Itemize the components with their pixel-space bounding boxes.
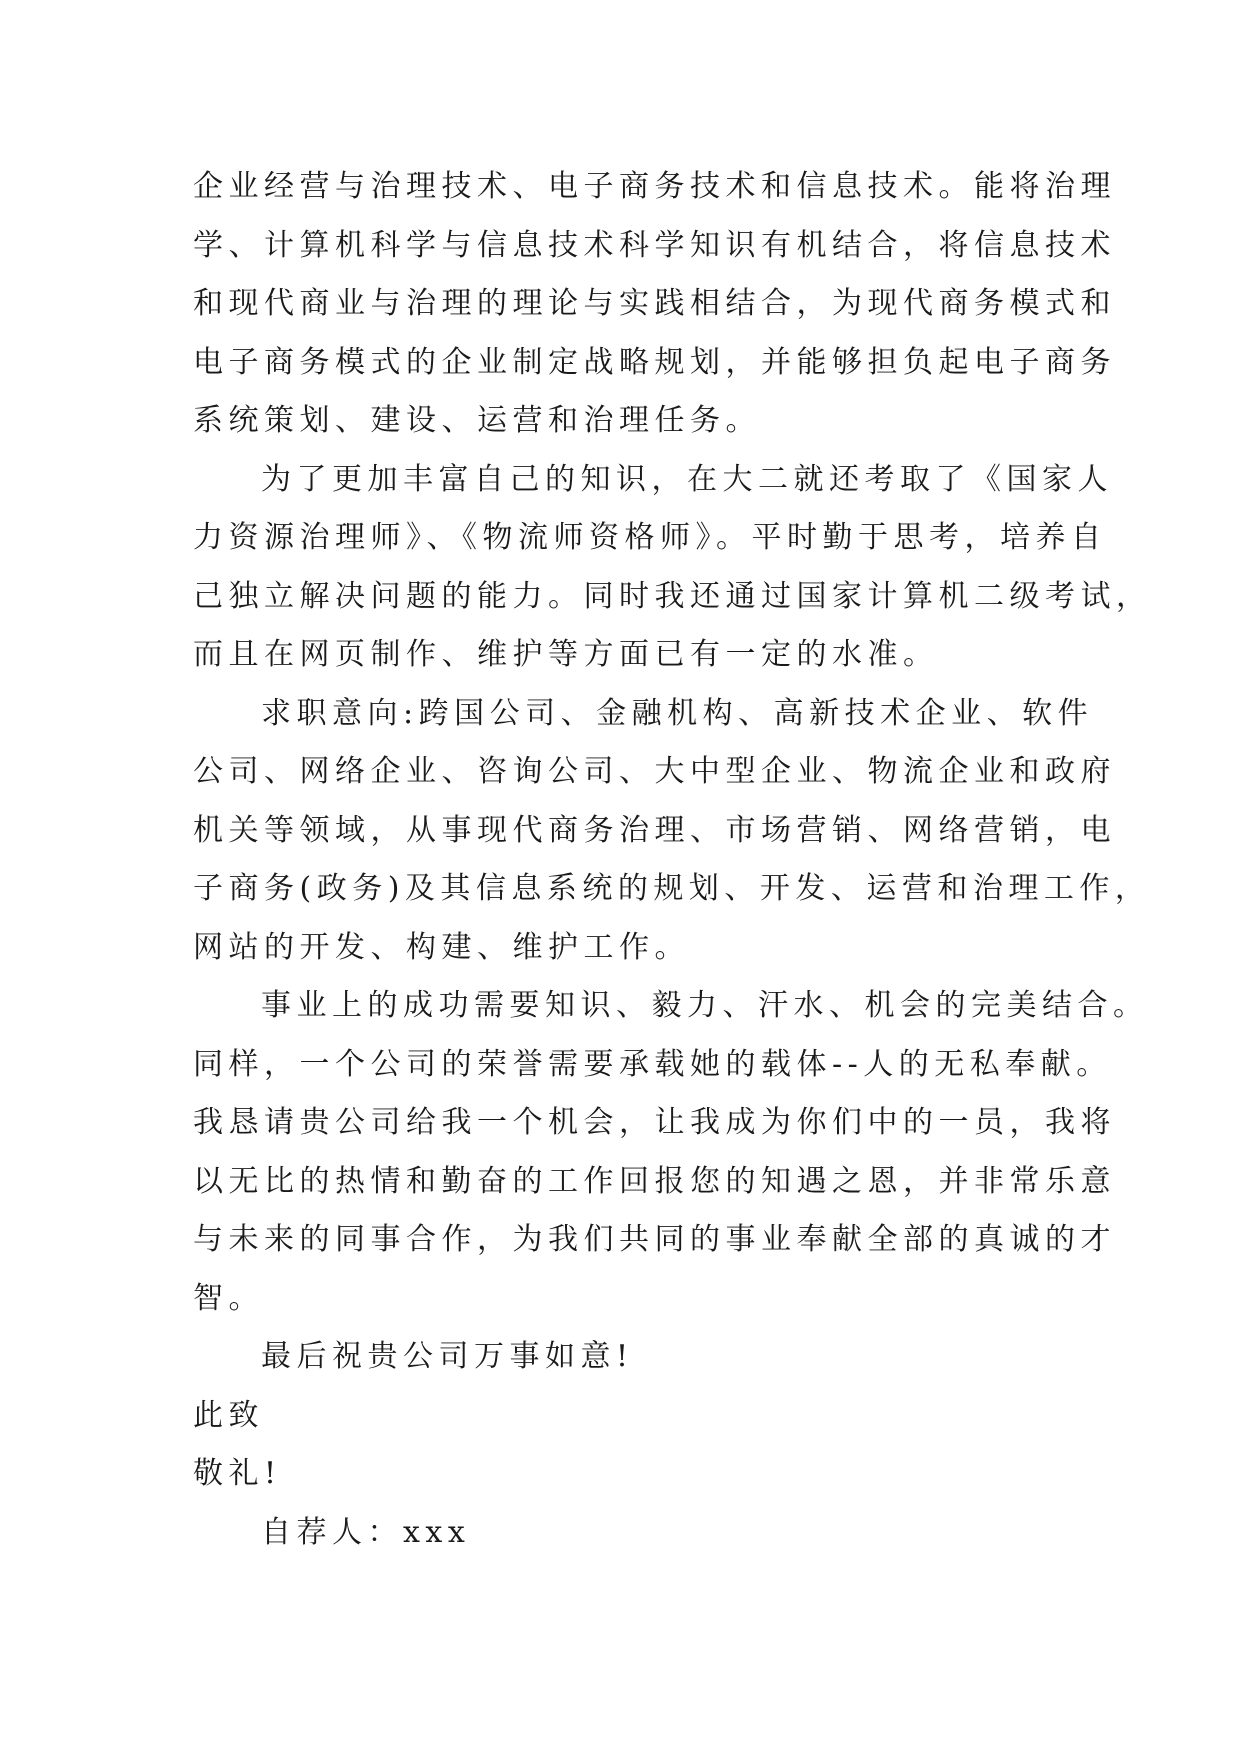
text-line: 事业上的成功需要知识、毅力、汗水、机会的完美结合。 xyxy=(261,988,1149,1023)
text-line: 与未来的同事合作，为我们共同的事业奉献全部的真诚的才 xyxy=(193,1222,1116,1257)
text-line: 求职意向:跨国公司、金融机构、高新技术企业、软件 xyxy=(261,695,1094,731)
text-line: 机关等领域，从事现代商务治理、市场营销、网络营销，电 xyxy=(193,812,1116,848)
text-line: 和现代商业与治理的理论与实践相结合，为现代商务模式和 xyxy=(193,286,1116,321)
text-line: 己独立解决问题的能力。同时我还通过国家计算机二级考试， xyxy=(193,578,1152,614)
text-line: 电子商务模式的企业制定战略规划，并能够担负起电子商务 xyxy=(193,344,1116,380)
text-line: 企业经营与治理技术、电子商务技术和信息技术。能将治理 xyxy=(193,169,1116,204)
text-line: 子商务(政务)及其信息系统的规划、开发、运营和治理工作， xyxy=(193,871,1151,906)
text-line: 网站的开发、构建、维护工作。 xyxy=(193,929,690,965)
text-line: 公司、网络企业、咨询公司、大中型企业、物流企业和政府 xyxy=(193,754,1116,789)
signature-line: 自荐人：xxx xyxy=(261,1514,471,1550)
salutation-line: 敬礼! xyxy=(193,1456,282,1491)
text-line: 而且在网页制作、维护等方面已有一定的水准。 xyxy=(193,637,939,672)
text-line: 以无比的热情和勤奋的工作回报您的知遇之恩，并非常乐意 xyxy=(193,1163,1116,1199)
salutation-line: 此致 xyxy=(193,1397,264,1433)
closing-wish: 最后祝贵公司万事如意! xyxy=(261,1339,634,1374)
text-line: 我恳请贵公司给我一个机会，让我成为你们中的一员，我将 xyxy=(193,1105,1116,1140)
text-line: 为了更加丰富自己的知识，在大二就还考取了《国家人 xyxy=(261,461,1113,497)
text-line: 学、计算机科学与信息技术科学知识有机结合，将信息技术 xyxy=(193,227,1116,263)
text-line: 同样，一个公司的荣誉需要承载她的载体--人的无私奉献。 xyxy=(193,1046,1112,1082)
text-line: 力资源治理师》、《物流师资格师》。平时勤于思考，培养自 xyxy=(193,520,1107,555)
letter-body xyxy=(193,158,1152,1562)
text-line: 智。 xyxy=(193,1280,264,1316)
text-line: 系统策划、建设、运营和治理任务。 xyxy=(193,403,761,438)
